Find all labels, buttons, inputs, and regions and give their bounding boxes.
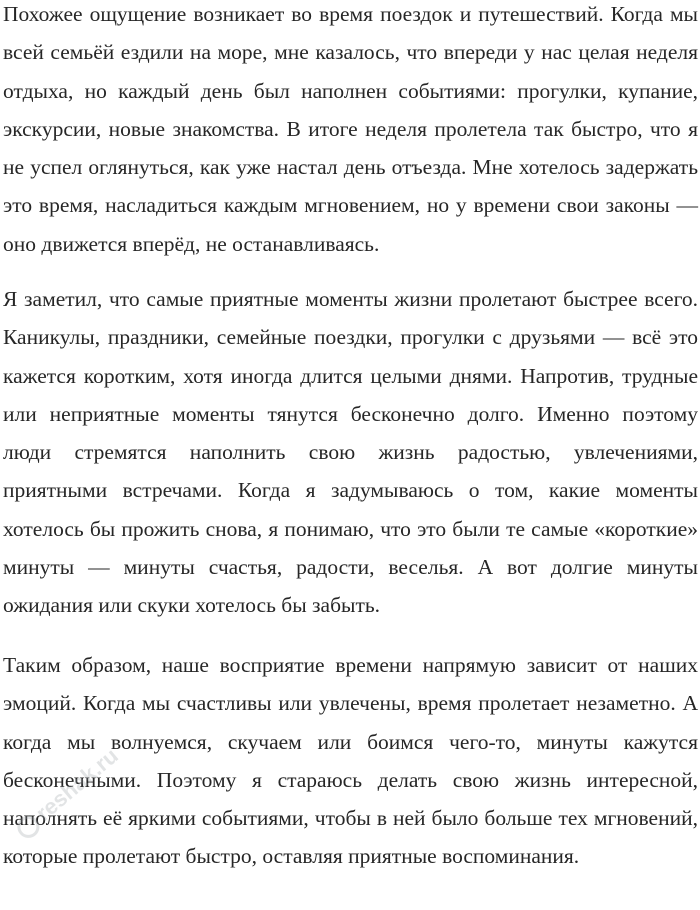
paragraph-2: Я заметил, что самые приятные моменты жизни пролетают быстрее всего. Каникулы, праздники, семейные поездки, прогулки с друзьями — всё это кажется коротким, хотя иногда длится целыми днями. Напротив, трудные или неприятные моменты тянутся бесконечно долго. Именно поэтому люди стремятся наполнить свою жизнь радостью, увлечениями, приятными встречами. Когда я задумываюсь о том, какие моменты хотелось бы прожить снова, я понимаю, что это были те самые «короткие» минуты — минуты счастья, радости, веселья. А вот долгие минуты ожидания или скуки хотелось бы забыть. [3,287,698,618]
watermark-text: reshak.ru [30,742,123,826]
paragraph-1: Похожее ощущение возникает во время поездок и путешествий. Когда мы всей семьёй ездили на море, мне казалось, что впереди у нас целая неделя отдыха, но каждый день был наполнен событиями: прогулки, купание, экскурсии, новые знакомства. В итоге неделя пролетела так быстро, что я не успел оглянуться, как уже настал день отъезда. Мне хотелось задержать это время, насладиться каждым мгновением, но у времени свои законы — оно движется вперёд, не останавливаясь. [3,2,698,256]
paragraph-3: Таким образом, наше восприятие времени напрямую зависит от наших эмоций. Когда мы счастливы или увлечены, время пролетает незаметно. А когда мы волнуемся, скучаем или боимся чего-то, минуты кажутся бесконечными. Поэтому я стараюсь делать свою жизнь интересной, наполнять её яркими событиями, чтобы в ней было больше тех мгновений, которые пролетают быстро, оставляя приятные воспоминания. [3,653,698,869]
